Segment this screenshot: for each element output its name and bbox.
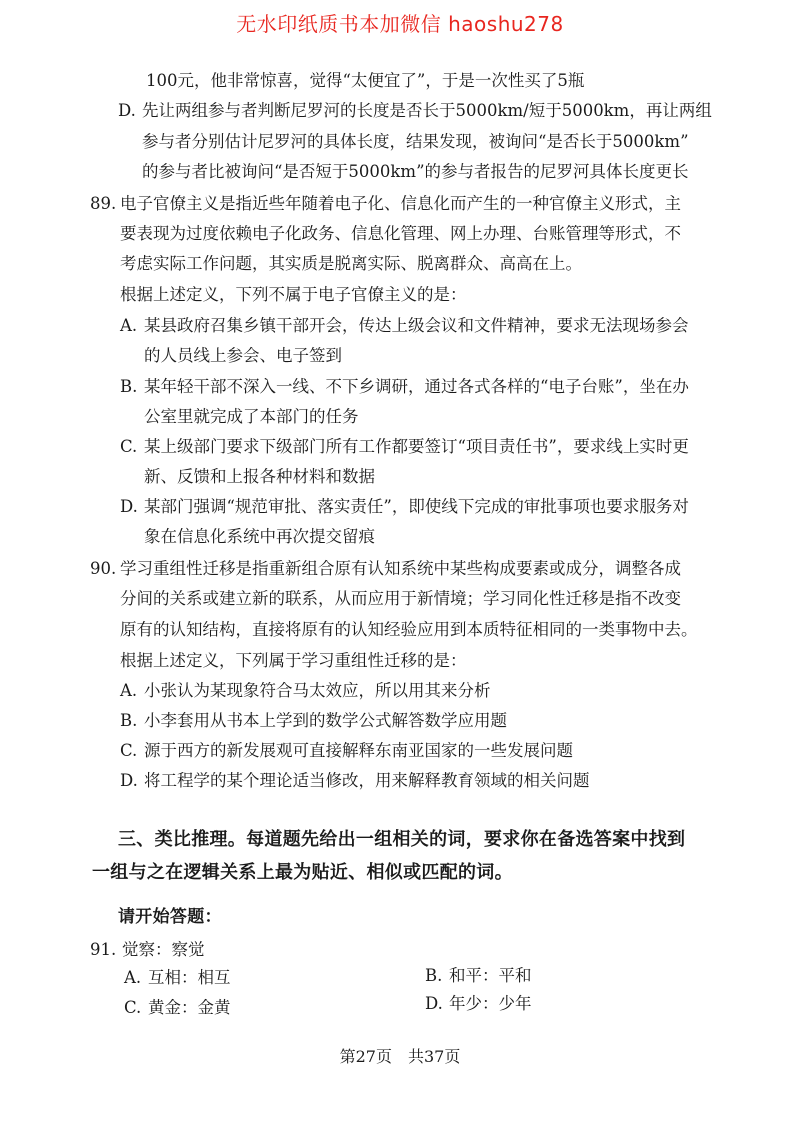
q90-stem-line: 学习重组性迁移是指重新组合原有认知系统中某些构成要素或成分，调整各成 — [120, 559, 681, 578]
q91-option-b-text: 和平：平和 — [449, 966, 532, 985]
q89-option-d-text: 象在信息化系统中再次提交留痕 — [144, 527, 375, 546]
q88-option-c-tail: 100元，他非常惊喜，觉得“太便宜了”，于是一次性买了5瓶 — [146, 71, 585, 90]
q88-option-d-label: D. — [118, 101, 136, 120]
q89-option-c-label: C. — [120, 437, 138, 456]
q90-option-d-text: 将工程学的某个理论适当修改，用来解释教育领域的相关问题 — [144, 771, 590, 790]
q90-option-a-label: A. — [120, 681, 138, 700]
q89-option-b-text: 公室里就完成了本部门的任务 — [144, 407, 359, 426]
q90-option-b-text: 小李套用从书本上学到的数学公式解答数学应用题 — [144, 711, 507, 730]
section-title-cont: 一组与之在逻辑关系上最为贴近、相似或匹配的词。 — [92, 862, 513, 883]
q91-option-d-text: 年少：少年 — [449, 994, 532, 1013]
q89-option-b-text: 某年轻干部不深入一线、不下乡调研，通过各式各样的“电子台账”，坐在办 — [144, 377, 689, 396]
q89-option-c-text: 新、反馈和上报各种材料和数据 — [144, 467, 375, 486]
q91-option-c-text: 黄金：金黄 — [148, 998, 231, 1017]
q91-option-c-label: C. — [124, 998, 142, 1017]
q91-option-b-label: B. — [425, 966, 443, 985]
q89-question-prompt: 根据上述定义，下列不属于电子官僚主义的是： — [120, 285, 467, 304]
q91-option-a-text: 互相：相互 — [148, 968, 231, 987]
q91-option-a-label: A. — [124, 968, 142, 987]
q89-option-d-label: D. — [120, 497, 138, 516]
q89-option-a-text: 某县政府召集乡镇干部开会，传达上级会议和文件精神，要求无法现场参会 — [144, 316, 689, 335]
q88-option-d-line: 先让两组参与者判断尼罗河的长度是否长于5000km/短于5000km，再让两组 — [142, 101, 712, 120]
page-footer: 第27页 共37页 — [339, 1047, 461, 1066]
q91-stem: 觉察：察觉 — [122, 940, 205, 959]
q90-option-d-label: D. — [120, 771, 138, 790]
q89-option-c-text: 某上级部门要求下级部门所有工作都要签订“项目责任书”，要求线上实时更 — [144, 437, 689, 456]
q88-option-d-line: 的参与者比被询问“是否短于5000km”的参与者报告的尼罗河具体长度更长 — [142, 162, 689, 181]
q90-option-c-text: 源于西方的新发展观可直接解释东南亚国家的一些发展问题 — [144, 741, 573, 760]
watermark-text: 无水印纸质书本加微信 haoshu278 — [236, 12, 564, 36]
q91-option-d-label: D. — [425, 994, 443, 1013]
q89-option-d-text: 某部门强调“规范审批、落实责任”，即使线下完成的审批事项也要求服务对 — [144, 497, 689, 516]
question-number-90: 90. — [90, 559, 117, 578]
q90-option-b-label: B. — [120, 711, 138, 730]
q90-option-c-label: C. — [120, 741, 138, 760]
q89-option-a-label: A. — [120, 316, 138, 335]
question-number-89: 89. — [90, 194, 117, 213]
q89-option-b-label: B. — [120, 377, 138, 396]
start-answering-label: 请开始答题： — [118, 907, 222, 927]
q89-stem-line: 考虑实际工作问题，其实质是脱离实际、脱离群众、高高在上。 — [120, 254, 582, 273]
q88-option-d-line: 参与者分别估计尼罗河的具体长度，结果发现，被询问“是否长于5000km” — [142, 132, 689, 151]
q89-stem-line: 电子官僚主义是指近些年随着电子化、信息化而产生的一种官僚主义形式，主 — [120, 194, 681, 213]
q90-stem-line: 分间的关系或建立新的联系，从而应用于新情境；学习同化性迁移是指不改变 — [120, 589, 681, 608]
q89-option-a-text: 的人员线上参会、电子签到 — [144, 346, 342, 365]
q90-stem-line: 原有的认知结构，直接将原有的认知经验应用到本质特征相同的一类事物中去。 — [120, 620, 698, 639]
q90-option-a-text: 小张认为某现象符合马太效应，所以用其来分析 — [144, 681, 491, 700]
section-title: 三、类比推理。每道题先给出一组相关的词，要求你在备选答案中找到 — [118, 829, 686, 850]
q89-stem-line: 要表现为过度依赖电子化政务、信息化管理、网上办理、台账管理等形式，不 — [120, 224, 681, 243]
question-number-91: 91. — [90, 940, 117, 959]
q90-question-prompt: 根据上述定义，下列属于学习重组性迁移的是： — [120, 651, 467, 670]
